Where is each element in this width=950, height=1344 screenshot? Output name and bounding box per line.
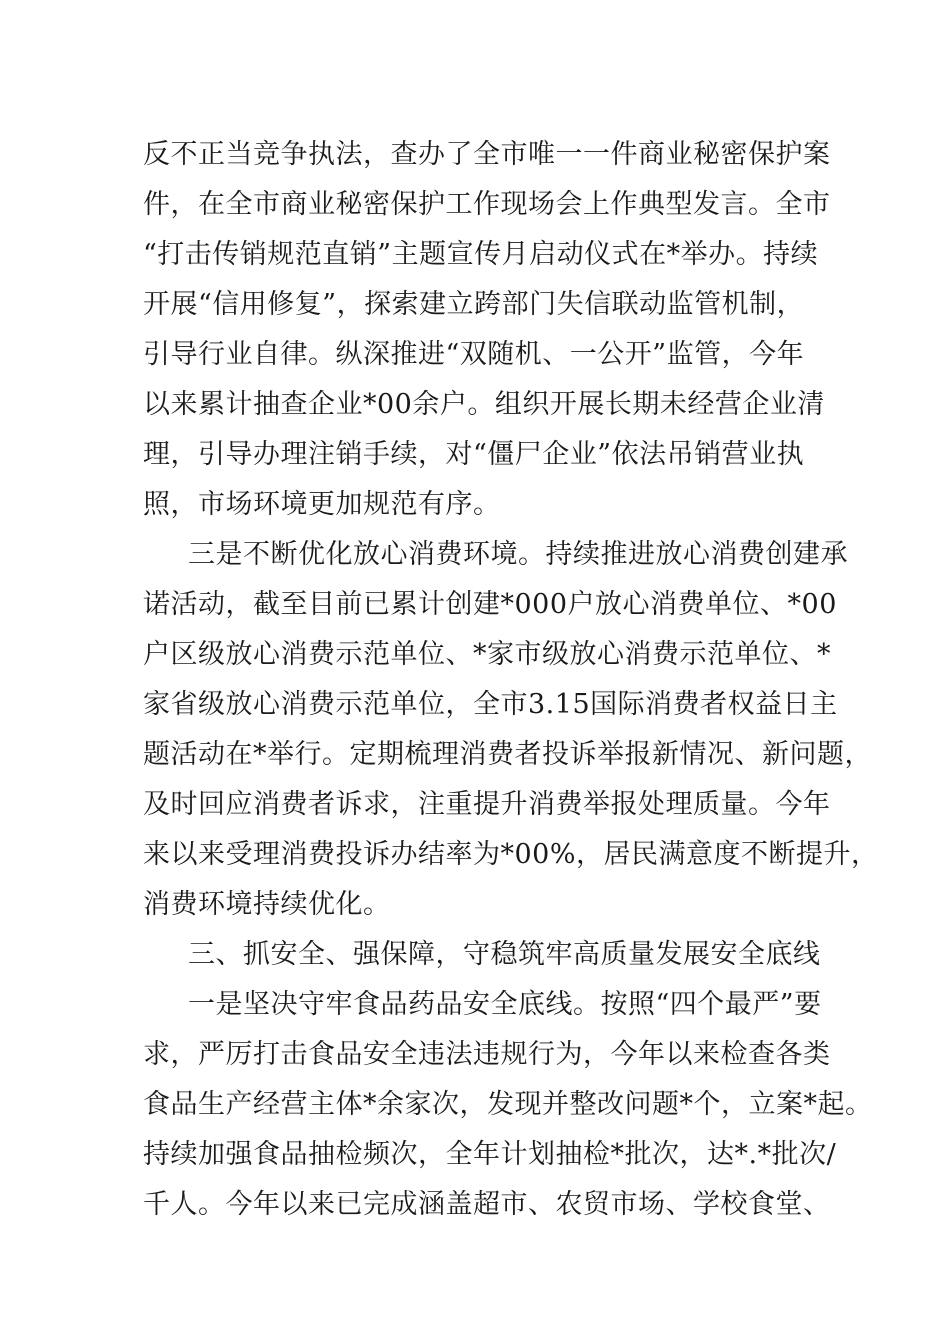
text-line: 食品生产经营主体*余家次，发现并整改问题*个，立案*起。 bbox=[143, 1089, 873, 1120]
text-line: “打击传销规范直销”主题宣传月启动仪式在*举办。持续 bbox=[143, 239, 819, 270]
text-line: 照，市场环境更加规范有序。 bbox=[143, 489, 501, 520]
section-heading: 三、抓安全、强保障，守稳筑牢高质量发展安全底线 bbox=[188, 939, 821, 970]
text-line: 千人。今年以来已完成涵盖超市、农贸市场、学校食堂、 bbox=[143, 1189, 831, 1220]
text-line: 诺活动，截至目前已累计创建*000户放心消费单位、*00 bbox=[143, 589, 837, 620]
text-line: 求，严厉打击食品安全违法违规行为，今年以来检查各类 bbox=[143, 1039, 831, 1070]
text-line: 反不正当竞争执法，查办了全市唯一一件商业秘密保护案 bbox=[143, 139, 831, 170]
text-line: 持续加强食品抽检频次，全年计划抽检*批次，达*.*批次/ bbox=[143, 1139, 837, 1170]
text-line: 理，引导办理注销手续，对“僵尸企业”依法吊销营业执 bbox=[143, 439, 805, 470]
text-line: 开展“信用修复”，探索建立跨部门失信联动监管机制， bbox=[143, 289, 805, 320]
text-line: 件，在全市商业秘密保护工作现场会上作典型发言。全市 bbox=[143, 189, 831, 220]
text-line: 引导行业自律。纵深推进“双随机、一公开”监管，今年 bbox=[143, 339, 805, 370]
text-line: 消费环境持续优化。 bbox=[143, 889, 391, 920]
text-line: 题活动在*举行。定期梳理消费者投诉举报新情况、新问题， bbox=[143, 739, 872, 770]
paragraph-first-line: 三是不断优化放心消费环境。持续推进放心消费创建承 bbox=[188, 539, 848, 570]
text-line: 及时回应消费者诉求，注重提升消费举报处理质量。今年 bbox=[143, 789, 831, 820]
text-line: 来以来受理消费投诉办结率为*00%，居民满意度不断提升， bbox=[143, 839, 879, 870]
text-line: 以来累计抽查企业*00余户。组织开展长期未经营企业清 bbox=[143, 389, 825, 420]
paragraph-first-line: 一是坚决守牢食品药品安全底线。按照“四个最严”要 bbox=[188, 989, 822, 1020]
text-line: 家省级放心消费示范单位，全市3.15国际消费者权益日主 bbox=[143, 689, 838, 720]
text-line: 户区级放心消费示范单位、*家市级放心消费示范单位、* bbox=[143, 639, 831, 670]
